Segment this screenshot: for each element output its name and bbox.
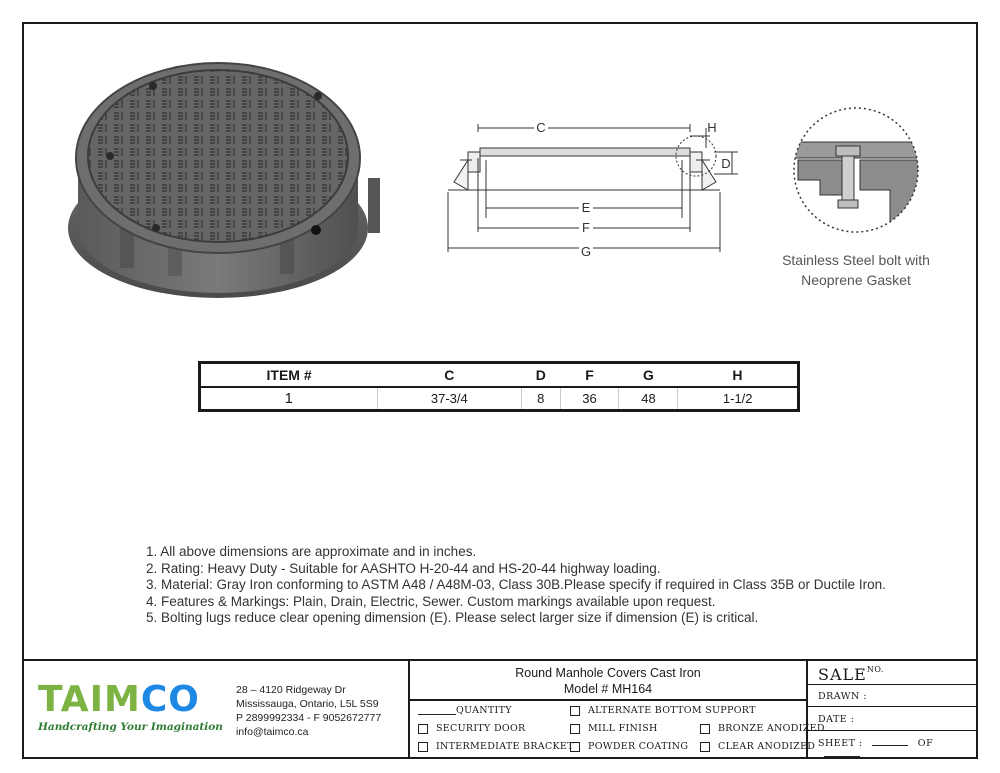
- option-security-door[interactable]: [418, 723, 526, 734]
- option-mill-finish[interactable]: [570, 723, 658, 734]
- checkbox[interactable]: [418, 724, 428, 734]
- drawn-label: DRAWN :: [818, 691, 868, 702]
- header-item: ITEM #: [200, 363, 378, 387]
- quantity-line: [418, 706, 456, 715]
- dimension-label-h: H: [707, 120, 717, 135]
- drawn-row: [808, 685, 976, 707]
- cell-h: 1-1/2: [678, 387, 799, 411]
- option-bronze-anodized[interactable]: [700, 723, 825, 734]
- of-label: OF: [917, 738, 934, 749]
- header-c: C: [377, 363, 521, 387]
- company-panel: [22, 661, 410, 759]
- drawing-title-panel: [410, 661, 808, 699]
- drawing-title: Round Manhole Covers Cast Iron: [515, 666, 701, 680]
- section-view-drawing: [420, 90, 740, 280]
- option-label: MILL FINISH: [588, 723, 658, 734]
- sheet-label: SHEET :: [818, 738, 863, 749]
- header-d: D: [521, 363, 560, 387]
- dimension-label-g: G: [580, 244, 592, 259]
- option-label: INTERMEDIATE BRACKET: [436, 741, 574, 752]
- checkbox[interactable]: [570, 742, 580, 752]
- dimension-label-f: F: [582, 220, 590, 235]
- date-row: [808, 707, 976, 731]
- cell-item: 1: [200, 387, 378, 411]
- header-f: F: [560, 363, 619, 387]
- sheet-info-panel: [808, 661, 976, 759]
- dimension-table: [198, 361, 800, 412]
- cell-c: 37-3/4: [377, 387, 521, 411]
- note-2: 2. Rating: Heavy Duty - Suitable for AASHTO H-20-44 and HS-20-44 highway loading.: [146, 560, 661, 576]
- sale-no-label: NO.: [866, 665, 884, 674]
- sale-label: SALE: [818, 665, 867, 684]
- company-logo: [38, 681, 228, 741]
- note-3: 3. Material: Gray Iron conforming to ASTM A48 / A48M-03, Class 30B.Please specify if required in Class 35B or Ductile Iron.: [146, 577, 886, 592]
- sale-number-row: [808, 661, 976, 685]
- notes-list: [146, 544, 906, 627]
- table-row: [200, 387, 799, 411]
- note-5: 5. Bolting lugs reduce clear opening dimension (E). Please select larger size if dimension (E) is critical.: [146, 610, 759, 625]
- checkbox[interactable]: [570, 706, 580, 716]
- sheet-row: [808, 731, 976, 759]
- address-line-2: Mississauga, Ontario, L5L 5S9: [236, 698, 379, 710]
- cell-g: 48: [619, 387, 678, 411]
- email: info@taimco.ca: [236, 726, 309, 738]
- table-header-row: [200, 363, 799, 387]
- address-line-1: 28 – 4120 Ridgeway Dr: [236, 684, 346, 696]
- dimension-label-d: D: [721, 156, 731, 171]
- option-powder-coating[interactable]: [570, 741, 688, 752]
- detail-caption-line-2: Neoprene Gasket: [801, 272, 911, 288]
- option-label: SECURITY DOOR: [436, 723, 526, 734]
- cell-d: 8: [521, 387, 560, 411]
- option-label: POWDER COATING: [588, 741, 689, 752]
- dimension-label-c: C: [536, 120, 546, 135]
- note-1: 1. All above dimensions are approximate and in inches.: [146, 544, 477, 559]
- dimension-label-e: E: [581, 200, 591, 215]
- logo-tagline: Handcrafting Your Imagination: [38, 721, 223, 733]
- option-label: BRONZE ANODIZED: [718, 723, 825, 734]
- company-address: [236, 683, 381, 739]
- sheet-total-blank[interactable]: [824, 749, 860, 757]
- options-panel: [410, 699, 825, 759]
- date-label: DATE :: [818, 714, 855, 725]
- header-g: G: [619, 363, 678, 387]
- option-label: ALTERNATE BOTTOM SUPPORT: [588, 705, 756, 716]
- checkbox[interactable]: [700, 724, 710, 734]
- logo-word: TAIMCO: [38, 679, 200, 720]
- quantity-field[interactable]: [418, 705, 512, 716]
- option-alternate-bottom-support[interactable]: [570, 705, 756, 716]
- checkbox[interactable]: [700, 742, 710, 752]
- note-4: 4. Features & Markings: Plain, Drain, Electric, Sewer. Custom markings available upon request.: [146, 593, 716, 609]
- checkbox[interactable]: [418, 742, 428, 752]
- bolt-detail-drawing: [780, 100, 960, 250]
- sheet-number-blank[interactable]: [872, 738, 908, 746]
- manhole-cover-illustration: [48, 38, 398, 308]
- header-h: H: [678, 363, 799, 387]
- checkbox[interactable]: [570, 724, 580, 734]
- phone-fax: P 2899992334 - F 9052672777: [236, 712, 382, 724]
- bolt-detail-caption: [756, 250, 956, 290]
- detail-caption-line-1: Stainless Steel bolt with: [782, 252, 930, 268]
- title-block: [22, 659, 978, 759]
- option-clear-anodized[interactable]: [700, 741, 815, 752]
- model-number: Model # MH164: [563, 682, 653, 696]
- quantity-label: QUANTITY: [456, 705, 512, 716]
- cell-f: 36: [560, 387, 619, 411]
- option-intermediate-bracket[interactable]: [418, 741, 574, 752]
- option-label: CLEAR ANODIZED: [718, 741, 816, 752]
